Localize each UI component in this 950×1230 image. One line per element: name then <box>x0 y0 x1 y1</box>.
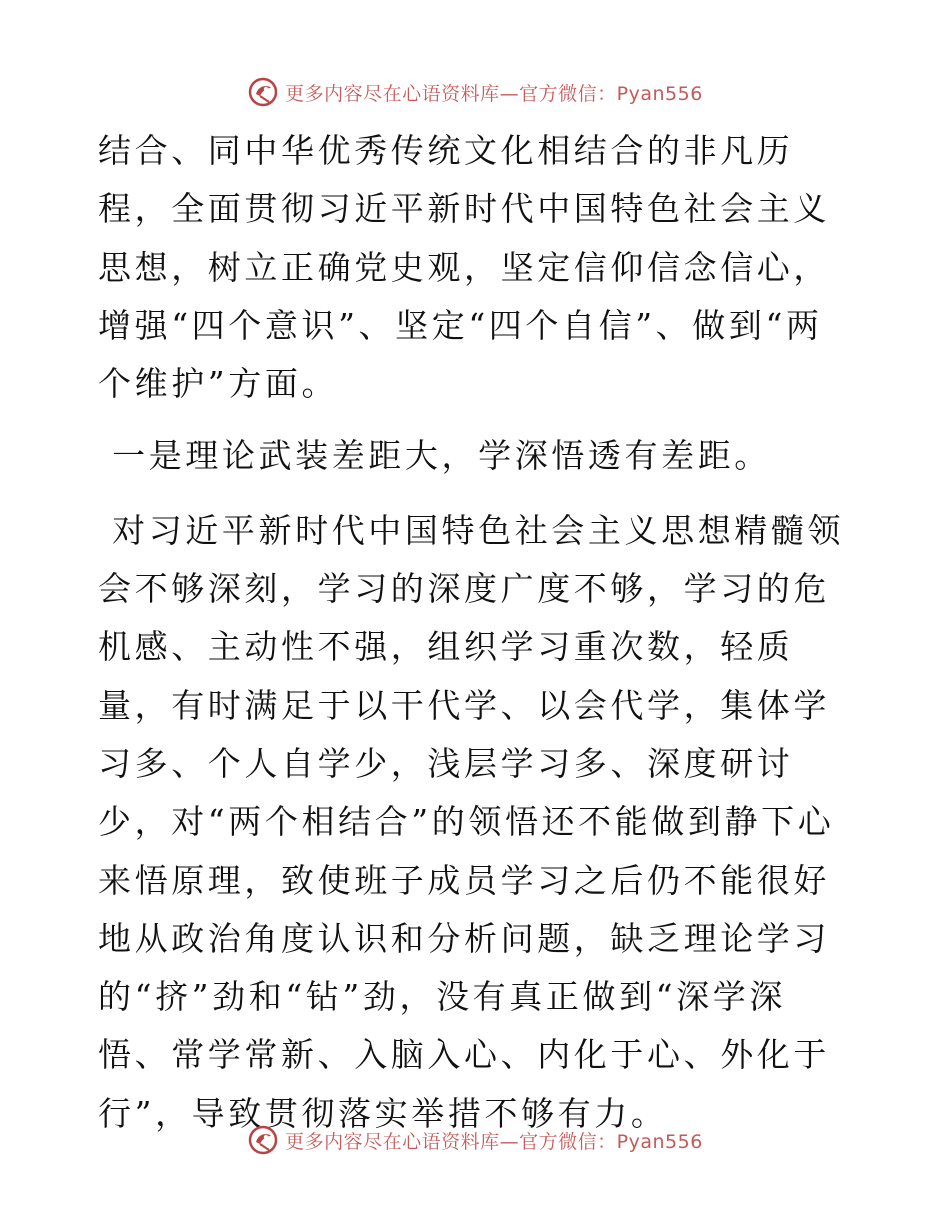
footer-wechat-id: Pyan556 <box>616 1130 703 1153</box>
header-banner-text: 更多内容尽在心语资料库—官方微信：Pyan556 <box>285 82 703 105</box>
paragraph-detail: 对习近平新时代中国特色社会主义思想精髓领会不够深刻，学习的深度广度不够，学习的危机感、主动性不强，组织学习重次数，轻质量，有时满足于以干代学、以会代学，集体学习多、个人自学少，浅层学习多、深度研讨少，对“两个相结合”的领悟还不能做到静下心来悟原理，致使班子成员学习之后仍不能很好地从政治角度认识和分析问题，缺乏理论学习的“挤”劲和“钻”劲，没有真正做到“深学深悟、常学常新、入脑入心、内化于心、外化于行”，导致贯彻落实举措不够有力。 <box>98 510 845 1133</box>
paragraph-continuation: 结合、同中华优秀传统文化相结合的非凡历程，全面贯彻习近平新时代中国特色社会主义思想，树立正确党史观，坚定信仰信念信心，增强“四个意识”、坚定“四个自信”、做到“两个维护”方面。 <box>98 131 830 404</box>
header-wechat-id: Pyan556 <box>616 82 703 105</box>
rose-pen-logo-icon <box>247 1124 279 1156</box>
header-banner <box>0 72 950 112</box>
rose-pen-logo-icon <box>247 76 279 108</box>
document-body <box>98 122 858 1143</box>
paragraph-heading: 一是理论武装差距大，学深悟透有差距。 <box>98 436 771 476</box>
footer-banner-text: 更多内容尽在心语资料库—官方微信：Pyan556 <box>285 1130 703 1153</box>
footer-banner <box>0 1120 950 1160</box>
